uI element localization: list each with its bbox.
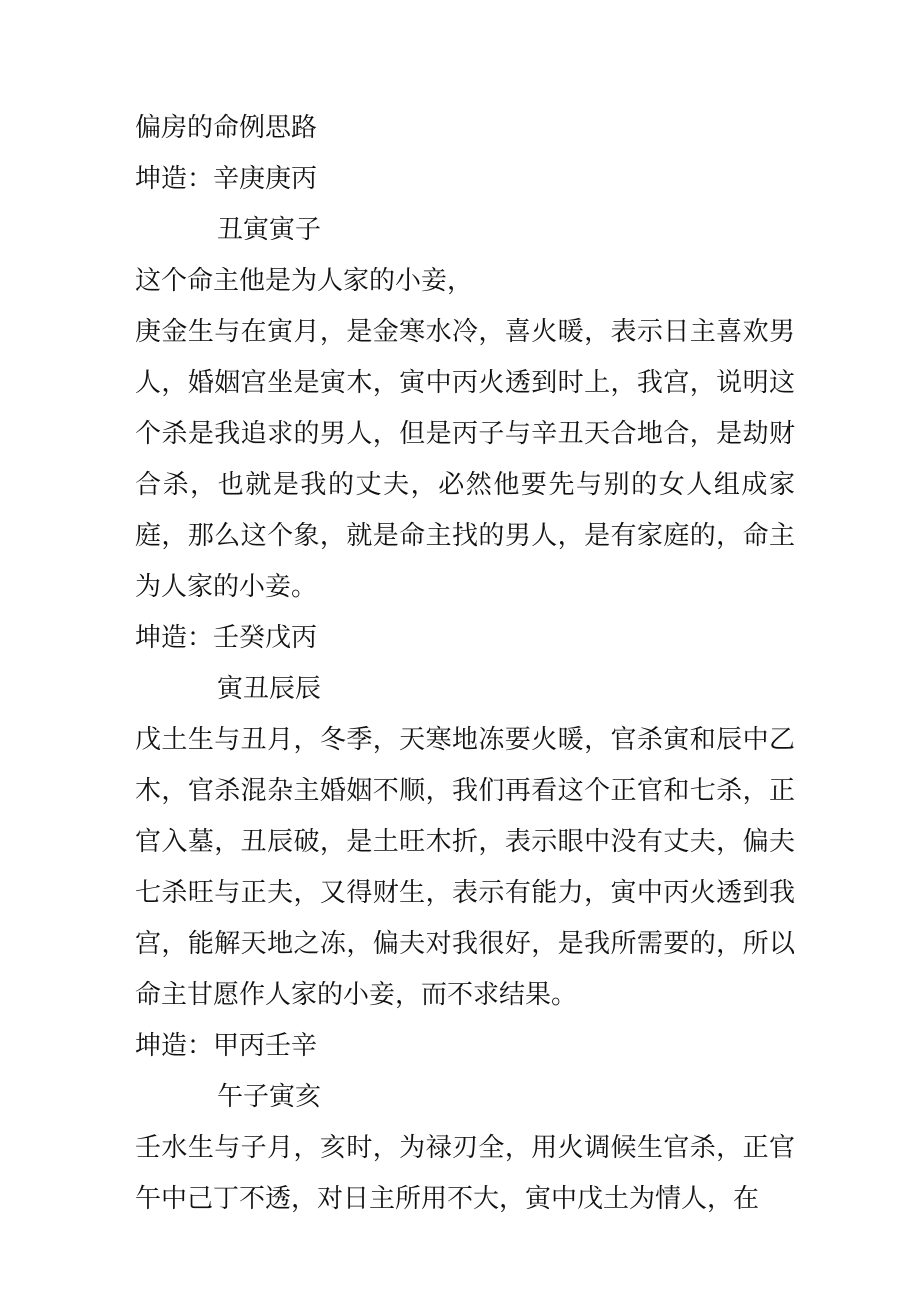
case2-branches: 寅丑辰辰 — [217, 674, 322, 704]
document-page — [135, 103, 795, 1225]
case2-stems: 坤造：壬癸戊丙 — [135, 623, 318, 653]
case1-analysis: 庚金生与在寅月，是金寒水冷，喜火暖，表示日主喜欢男人，婚姻宫坐是寅木，寅中丙火透到时上，我宫，说明这个杀是我追求的男人，但是丙子与辛丑天合地合，是劫财合杀，也就是我的丈夫，必然他要先与别的女人组成家庭，那么这个象，就是命主找的男人，是有家庭的，命主为人家的小妾。 — [135, 317, 795, 602]
case1-intro: 这个命主他是为人家的小妾， — [135, 266, 474, 296]
document-title: 偏房的命例思路 — [135, 113, 318, 143]
case2-analysis: 戊土生与丑月，冬季，天寒地冻要火暖，官杀寅和辰中乙木，官杀混杂主婚姻不顺，我们再看这个正官和七杀，正官入墓，丑辰破，是土旺木折，表示眼中没有丈夫，偏夫七杀旺与正夫，又得财生，表示有能力，寅中丙火透到我宫，能解天地之冻，偏夫对我很好，是我所需要的，所以命主甘愿作人家的小妾，而不求结果。 — [135, 725, 795, 1010]
case3-stems: 坤造：甲丙壬辛 — [135, 1031, 318, 1061]
case1-branches: 丑寅寅子 — [217, 215, 322, 245]
case3-branches: 午子寅亥 — [217, 1082, 322, 1112]
case3-analysis: 壬水生与子月，亥时，为禄刃全，用火调候生官杀，正官午中己丁不透，对日主所用不大，寅中戊土为情人，在 — [135, 1133, 795, 1214]
case1-stems: 坤造：辛庚庚丙 — [135, 164, 318, 194]
